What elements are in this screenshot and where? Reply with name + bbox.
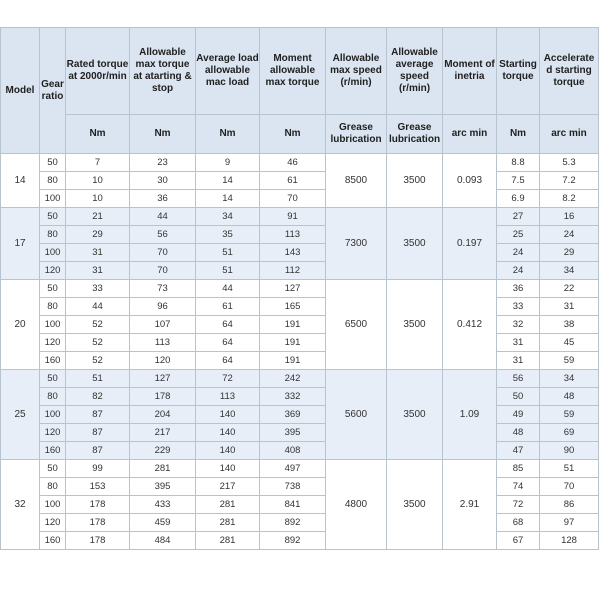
header-moment-allowable: Moment allowable max torque [260, 28, 326, 115]
moment-allowable-cell: 70 [260, 190, 326, 208]
gear-ratio-cell: 100 [40, 406, 66, 424]
table-row [1, 478, 599, 496]
moment-allowable-cell: 395 [260, 424, 326, 442]
table-row [1, 370, 599, 388]
rated-torque-cell: 87 [66, 424, 130, 442]
allowable-max-torque-cell: 127 [130, 370, 196, 388]
allowable-max-torque-cell: 433 [130, 496, 196, 514]
gear-ratio-cell: 50 [40, 460, 66, 478]
model-cell: 14 [1, 154, 40, 208]
moment-allowable-cell: 143 [260, 244, 326, 262]
gear-ratio-cell: 80 [40, 388, 66, 406]
gear-ratio-cell: 100 [40, 316, 66, 334]
gear-ratio-cell: 120 [40, 262, 66, 280]
table-row [1, 172, 599, 190]
moment-allowable-cell: 61 [260, 172, 326, 190]
moment-allowable-cell: 113 [260, 226, 326, 244]
moment-allowable-cell: 332 [260, 388, 326, 406]
average-load-cell: 72 [196, 370, 260, 388]
average-load-cell: 140 [196, 442, 260, 460]
model-group [1, 208, 599, 280]
accelerated-starting-torque-cell: 51 [540, 460, 599, 478]
gear-ratio-cell: 120 [40, 424, 66, 442]
accelerated-starting-torque-cell: 22 [540, 280, 599, 298]
average-load-cell: 140 [196, 424, 260, 442]
unit-moment-allowable: Nm [260, 115, 326, 154]
allowable-max-torque-cell: 23 [130, 154, 196, 172]
table-row [1, 514, 599, 532]
rated-torque-cell: 52 [66, 316, 130, 334]
starting-torque-cell: 48 [497, 424, 540, 442]
max-speed-cell: 7300 [326, 208, 387, 280]
unit-accelerated-starting-torque: arc min [540, 115, 599, 154]
starting-torque-cell: 31 [497, 334, 540, 352]
starting-torque-cell: 31 [497, 352, 540, 370]
allowable-max-torque-cell: 484 [130, 532, 196, 550]
starting-torque-cell: 7.5 [497, 172, 540, 190]
table-row [1, 190, 599, 208]
accelerated-starting-torque-cell: 128 [540, 532, 599, 550]
moment-allowable-cell: 841 [260, 496, 326, 514]
accelerated-starting-torque-cell: 86 [540, 496, 599, 514]
starting-torque-cell: 6.9 [497, 190, 540, 208]
average-load-cell: 9 [196, 154, 260, 172]
rated-torque-cell: 87 [66, 442, 130, 460]
average-load-cell: 217 [196, 478, 260, 496]
starting-torque-cell: 85 [497, 460, 540, 478]
header-starting-torque: Starting torque [497, 28, 540, 115]
moment-of-inertia-cell: 0.093 [443, 154, 497, 208]
accelerated-starting-torque-cell: 34 [540, 262, 599, 280]
avg-speed-cell: 3500 [387, 154, 443, 208]
allowable-max-torque-cell: 30 [130, 172, 196, 190]
rated-torque-cell: 31 [66, 244, 130, 262]
gear-ratio-cell: 50 [40, 154, 66, 172]
average-load-cell: 113 [196, 388, 260, 406]
accelerated-starting-torque-cell: 97 [540, 514, 599, 532]
allowable-max-torque-cell: 113 [130, 334, 196, 352]
average-load-cell: 14 [196, 190, 260, 208]
header-moment-of-inertia: Moment of inetria [443, 28, 497, 115]
average-load-cell: 34 [196, 208, 260, 226]
starting-torque-cell: 56 [497, 370, 540, 388]
moment-of-inertia-cell: 1.09 [443, 370, 497, 460]
header-rated-torque: Rated torque at 2000r/min [66, 28, 130, 115]
header-gear-ratio: Gear ratio [40, 28, 66, 154]
rated-torque-cell: 31 [66, 262, 130, 280]
unit-rated-torque: Nm [66, 115, 130, 154]
header-accelerated-starting-torque: Accelerate d starting torque [540, 28, 599, 115]
gear-ratio-cell: 100 [40, 190, 66, 208]
table-row [1, 208, 599, 226]
accelerated-starting-torque-cell: 59 [540, 352, 599, 370]
gear-ratio-cell: 80 [40, 172, 66, 190]
table-row [1, 460, 599, 478]
spec-table [0, 27, 599, 550]
accelerated-starting-torque-cell: 29 [540, 244, 599, 262]
starting-torque-cell: 25 [497, 226, 540, 244]
moment-allowable-cell: 738 [260, 478, 326, 496]
gear-ratio-cell: 80 [40, 298, 66, 316]
header-allowable-max-torque: Allowable max torque at atarting & stop [130, 28, 196, 115]
moment-allowable-cell: 497 [260, 460, 326, 478]
gear-ratio-cell: 160 [40, 442, 66, 460]
allowable-max-torque-cell: 459 [130, 514, 196, 532]
rated-torque-cell: 99 [66, 460, 130, 478]
header-avg-speed: Allowable average speed (r/min) [387, 28, 443, 115]
header-average-load: Average load allowable mac load [196, 28, 260, 115]
gear-ratio-cell: 80 [40, 478, 66, 496]
model-cell: 20 [1, 280, 40, 370]
allowable-max-torque-cell: 44 [130, 208, 196, 226]
accelerated-starting-torque-cell: 8.2 [540, 190, 599, 208]
average-load-cell: 281 [196, 496, 260, 514]
rated-torque-cell: 10 [66, 190, 130, 208]
allowable-max-torque-cell: 204 [130, 406, 196, 424]
starting-torque-cell: 27 [497, 208, 540, 226]
starting-torque-cell: 24 [497, 262, 540, 280]
accelerated-starting-torque-cell: 69 [540, 424, 599, 442]
allowable-max-torque-cell: 395 [130, 478, 196, 496]
starting-torque-cell: 49 [497, 406, 540, 424]
rated-torque-cell: 10 [66, 172, 130, 190]
average-load-cell: 64 [196, 316, 260, 334]
moment-allowable-cell: 408 [260, 442, 326, 460]
average-load-cell: 281 [196, 514, 260, 532]
rated-torque-cell: 29 [66, 226, 130, 244]
rated-torque-cell: 178 [66, 496, 130, 514]
table-row [1, 388, 599, 406]
average-load-cell: 64 [196, 352, 260, 370]
allowable-max-torque-cell: 70 [130, 262, 196, 280]
accelerated-starting-torque-cell: 31 [540, 298, 599, 316]
allowable-max-torque-cell: 229 [130, 442, 196, 460]
table-row [1, 406, 599, 424]
model-group [1, 154, 599, 208]
accelerated-starting-torque-cell: 5.3 [540, 154, 599, 172]
unit-max-speed: Grease lubrication [326, 115, 387, 154]
starting-torque-cell: 47 [497, 442, 540, 460]
rated-torque-cell: 21 [66, 208, 130, 226]
accelerated-starting-torque-cell: 7.2 [540, 172, 599, 190]
gear-ratio-cell: 100 [40, 496, 66, 514]
gear-ratio-cell: 80 [40, 226, 66, 244]
rated-torque-cell: 153 [66, 478, 130, 496]
gear-ratio-cell: 160 [40, 532, 66, 550]
rated-torque-cell: 33 [66, 280, 130, 298]
starting-torque-cell: 8.8 [497, 154, 540, 172]
rated-torque-cell: 51 [66, 370, 130, 388]
average-load-cell: 140 [196, 406, 260, 424]
moment-of-inertia-cell: 0.197 [443, 208, 497, 280]
moment-allowable-cell: 892 [260, 514, 326, 532]
allowable-max-torque-cell: 281 [130, 460, 196, 478]
rated-torque-cell: 52 [66, 334, 130, 352]
accelerated-starting-torque-cell: 48 [540, 388, 599, 406]
unit-starting-torque: Nm [497, 115, 540, 154]
gear-ratio-cell: 50 [40, 208, 66, 226]
rated-torque-cell: 82 [66, 388, 130, 406]
starting-torque-cell: 67 [497, 532, 540, 550]
accelerated-starting-torque-cell: 38 [540, 316, 599, 334]
model-cell: 32 [1, 460, 40, 550]
gear-ratio-cell: 120 [40, 514, 66, 532]
table-row [1, 442, 599, 460]
allowable-max-torque-cell: 120 [130, 352, 196, 370]
table-row [1, 262, 599, 280]
avg-speed-cell: 3500 [387, 280, 443, 370]
unit-allowable-max-torque: Nm [130, 115, 196, 154]
table-row [1, 532, 599, 550]
moment-allowable-cell: 242 [260, 370, 326, 388]
moment-allowable-cell: 165 [260, 298, 326, 316]
accelerated-starting-torque-cell: 70 [540, 478, 599, 496]
unit-average-load: Nm [196, 115, 260, 154]
moment-allowable-cell: 112 [260, 262, 326, 280]
gear-ratio-cell: 160 [40, 352, 66, 370]
moment-of-inertia-cell: 2.91 [443, 460, 497, 550]
table-row [1, 496, 599, 514]
average-load-cell: 61 [196, 298, 260, 316]
accelerated-starting-torque-cell: 45 [540, 334, 599, 352]
accelerated-starting-torque-cell: 34 [540, 370, 599, 388]
average-load-cell: 64 [196, 334, 260, 352]
moment-allowable-cell: 369 [260, 406, 326, 424]
gear-ratio-cell: 100 [40, 244, 66, 262]
starting-torque-cell: 74 [497, 478, 540, 496]
table-row [1, 244, 599, 262]
rated-torque-cell: 178 [66, 514, 130, 532]
unit-moment-of-inertia: arc min [443, 115, 497, 154]
allowable-max-torque-cell: 107 [130, 316, 196, 334]
starting-torque-cell: 68 [497, 514, 540, 532]
table-row [1, 280, 599, 298]
allowable-max-torque-cell: 178 [130, 388, 196, 406]
avg-speed-cell: 3500 [387, 370, 443, 460]
moment-of-inertia-cell: 0.412 [443, 280, 497, 370]
average-load-cell: 281 [196, 532, 260, 550]
unit-avg-speed: Grease lubrication [387, 115, 443, 154]
starting-torque-cell: 50 [497, 388, 540, 406]
moment-allowable-cell: 191 [260, 316, 326, 334]
header-max-speed: Allowable max speed (r/min) [326, 28, 387, 115]
header-model: Model [1, 28, 40, 154]
gear-ratio-cell: 120 [40, 334, 66, 352]
max-speed-cell: 4800 [326, 460, 387, 550]
model-cell: 17 [1, 208, 40, 280]
model-cell: 25 [1, 370, 40, 460]
gear-ratio-cell: 50 [40, 280, 66, 298]
moment-allowable-cell: 91 [260, 208, 326, 226]
rated-torque-cell: 178 [66, 532, 130, 550]
max-speed-cell: 8500 [326, 154, 387, 208]
rated-torque-cell: 52 [66, 352, 130, 370]
gear-ratio-cell: 50 [40, 370, 66, 388]
rated-torque-cell: 7 [66, 154, 130, 172]
average-load-cell: 44 [196, 280, 260, 298]
model-group [1, 370, 599, 460]
avg-speed-cell: 3500 [387, 208, 443, 280]
table-row [1, 316, 599, 334]
accelerated-starting-torque-cell: 90 [540, 442, 599, 460]
table-row [1, 424, 599, 442]
table-row [1, 298, 599, 316]
max-speed-cell: 6500 [326, 280, 387, 370]
table-row [1, 352, 599, 370]
avg-speed-cell: 3500 [387, 460, 443, 550]
average-load-cell: 35 [196, 226, 260, 244]
allowable-max-torque-cell: 96 [130, 298, 196, 316]
moment-allowable-cell: 46 [260, 154, 326, 172]
starting-torque-cell: 24 [497, 244, 540, 262]
starting-torque-cell: 33 [497, 298, 540, 316]
starting-torque-cell: 72 [497, 496, 540, 514]
moment-allowable-cell: 892 [260, 532, 326, 550]
average-load-cell: 51 [196, 244, 260, 262]
average-load-cell: 140 [196, 460, 260, 478]
table-row [1, 334, 599, 352]
accelerated-starting-torque-cell: 16 [540, 208, 599, 226]
rated-torque-cell: 87 [66, 406, 130, 424]
rated-torque-cell: 44 [66, 298, 130, 316]
starting-torque-cell: 36 [497, 280, 540, 298]
accelerated-starting-torque-cell: 24 [540, 226, 599, 244]
allowable-max-torque-cell: 73 [130, 280, 196, 298]
average-load-cell: 51 [196, 262, 260, 280]
allowable-max-torque-cell: 70 [130, 244, 196, 262]
table-row [1, 226, 599, 244]
moment-allowable-cell: 127 [260, 280, 326, 298]
accelerated-starting-torque-cell: 59 [540, 406, 599, 424]
model-group [1, 280, 599, 370]
table-row [1, 154, 599, 172]
starting-torque-cell: 32 [497, 316, 540, 334]
allowable-max-torque-cell: 56 [130, 226, 196, 244]
allowable-max-torque-cell: 36 [130, 190, 196, 208]
table-header [1, 28, 599, 154]
max-speed-cell: 5600 [326, 370, 387, 460]
average-load-cell: 14 [196, 172, 260, 190]
moment-allowable-cell: 191 [260, 334, 326, 352]
model-group [1, 460, 599, 550]
allowable-max-torque-cell: 217 [130, 424, 196, 442]
moment-allowable-cell: 191 [260, 352, 326, 370]
